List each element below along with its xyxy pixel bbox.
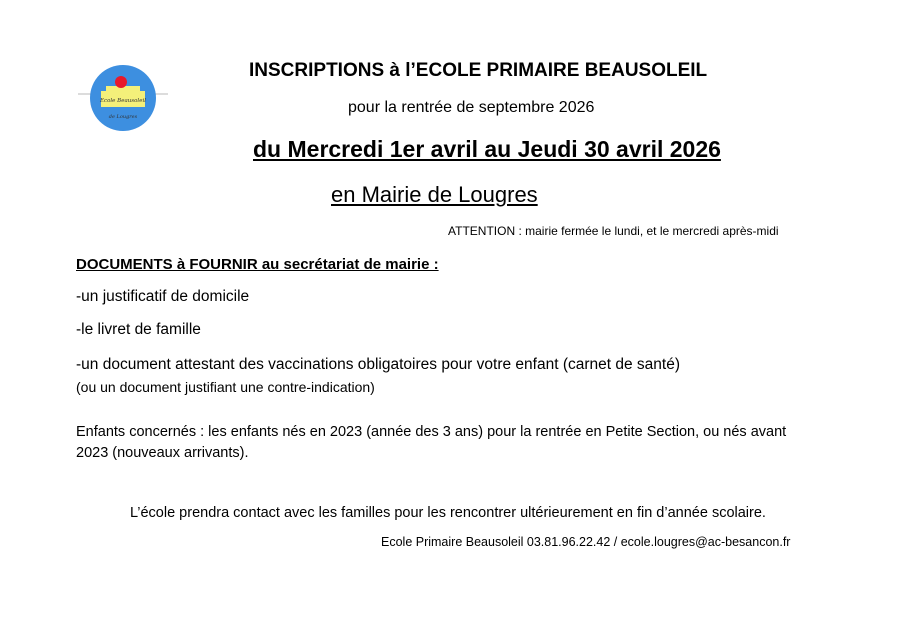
registration-dates: du Mercredi 1er avril au Jeudi 30 avril 2026 [253,136,721,162]
logo-text-line-1: Ecole Beausoleil [100,98,146,104]
eligibility-paragraph: Enfants concernés : les enfants nés en 2023 (année des 3 ans) pour la rentrée en Petite Section, ou nés avant 2023 (nouveaux arrivants). [76,424,787,461]
document-item-livret: -le livret de famille [76,321,201,338]
registration-place: en Mairie de Lougres [331,182,538,207]
documents-heading: DOCUMENTS à FOURNIR au secrétariat de mairie : [76,256,439,273]
page-title: INSCRIPTIONS à l’ECOLE PRIMAIRE BEAUSOLEIL [249,60,708,81]
logo-red-ball [115,76,127,88]
attention-notice: ATTENTION : mairie fermée le lundi, et le mercredi après-midi [448,224,779,238]
closing-statement: L’école prendra contact avec les familles pour les rencontrer ultérieurement en fin d’année scolaire. [130,505,766,521]
document-item-domicile: -un justificatif de domicile [76,288,250,305]
document-item-vaccinations: -un document attestant des vaccinations obligatoires pour votre enfant (carnet de santé) [76,356,680,373]
logo-text-line-2: de Lougres [108,114,138,120]
contact-info: Ecole Primaire Beausoleil 03.81.96.22.42 / ecole.lougres@ac-besancon.fr [381,535,791,549]
page-subtitle: pour la rentrée de septembre 2026 [348,99,595,116]
school-logo [76,58,170,138]
document-note: (ou un document justifiant une contre-indication) [76,379,375,395]
